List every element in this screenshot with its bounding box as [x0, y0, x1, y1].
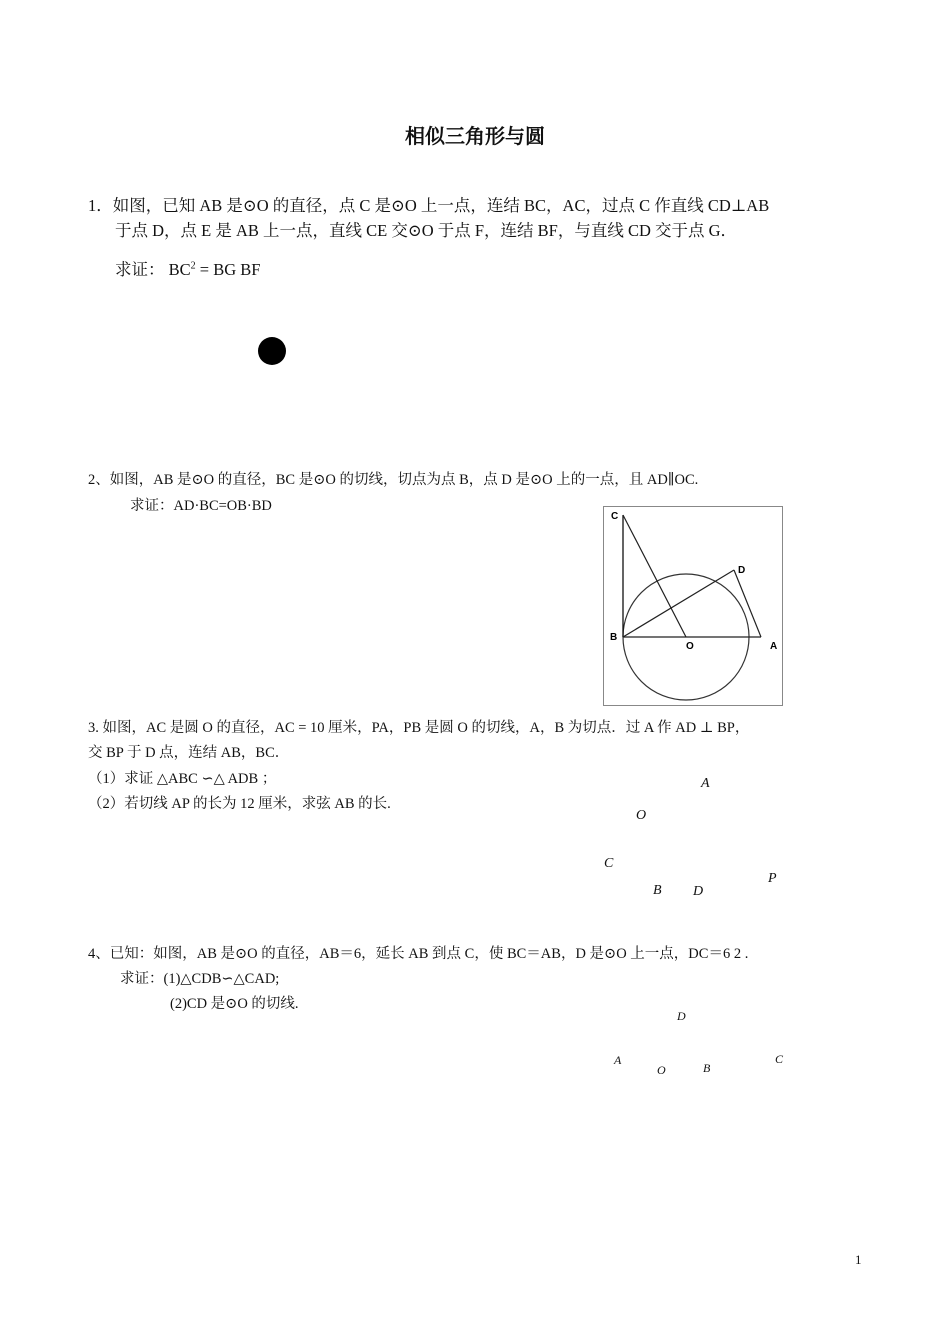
label-b: B	[610, 632, 618, 643]
problem2-figure-svg	[604, 507, 782, 705]
problem1-prove-sup: 2	[190, 260, 196, 272]
page-number: 1	[855, 1252, 862, 1267]
problem2-prove: 求证：AD·BC=OB·BD	[130, 498, 272, 514]
problem4-line1: 4、已知：如图，AB 是⊙O 的直径，AB＝6，延长 AB 到点 C，使 BC＝AB，D 是⊙O 上一点，DC＝6 2 .	[88, 946, 749, 962]
p4-label-o: O	[657, 1063, 666, 1077]
p4-label-a: A	[614, 1053, 622, 1067]
problem3-line2: 交 BP 于 D 点，连结 AB，BC．	[88, 745, 290, 761]
problem4-part1: 求证：(1)△CDB∽△CAD;	[120, 971, 280, 987]
line-ad	[734, 570, 761, 637]
label-o: O	[686, 641, 694, 652]
problem3-part1: （1）求证 △ABC ∽△ ADB ；	[88, 771, 277, 787]
line-bd	[623, 570, 734, 637]
p3-label-d: D	[693, 884, 704, 899]
problem4-part2: (2)CD 是⊙O 的切线.	[170, 996, 299, 1012]
label-d: D	[738, 565, 746, 576]
p4-label-d: D	[677, 1009, 686, 1023]
p3-label-a: A	[701, 776, 710, 791]
p3-label-c: C	[604, 856, 614, 871]
problem2-figure	[603, 506, 783, 706]
p4-label-c: C	[775, 1052, 784, 1066]
problem3-part2: （2）若切线 AP 的长为 12 厘米，求弦 AB 的长.	[88, 796, 391, 812]
problem1-line1: 1．如图，已知 AB 是⊙O 的直径，点 C 是⊙O 上一点，连结 BC，AC，过点 C 作直线 CD⊥AB	[88, 196, 770, 215]
p3-label-b: B	[653, 883, 662, 898]
p4-label-b: B	[703, 1061, 711, 1075]
label-c: C	[611, 511, 619, 522]
problem1-prove-text: 求证： BC	[115, 260, 191, 279]
p3-label-p: P	[768, 871, 777, 886]
line-co	[623, 515, 686, 637]
problem3-line1: 3. 如图，AC 是圆 O 的直径，AC = 10 厘米，PA，PB 是圆 O 的切线，A，B 为切点．过 A 作 AD ⊥ BP，	[88, 720, 750, 736]
problem2-line1: 2、如图，AB 是⊙O 的直径，BC 是⊙O 的切线，切点为点 B，点 D 是⊙O 上的一点，且 AD∥OC.	[88, 472, 699, 488]
problem1-prove	[115, 256, 260, 280]
p3-label-o: O	[636, 808, 647, 823]
page-title: 相似三角形与圆	[405, 124, 545, 148]
problem1-prove-rest: = BG BF	[195, 260, 261, 279]
black-dot-mark	[258, 337, 286, 365]
label-a: A	[770, 641, 778, 652]
problem1-line2: 于点 D，点 E 是 AB 上一点，直线 CE 交⊙O 于点 F，连结 BF，与直线 CD 交于点 G．	[115, 221, 738, 240]
